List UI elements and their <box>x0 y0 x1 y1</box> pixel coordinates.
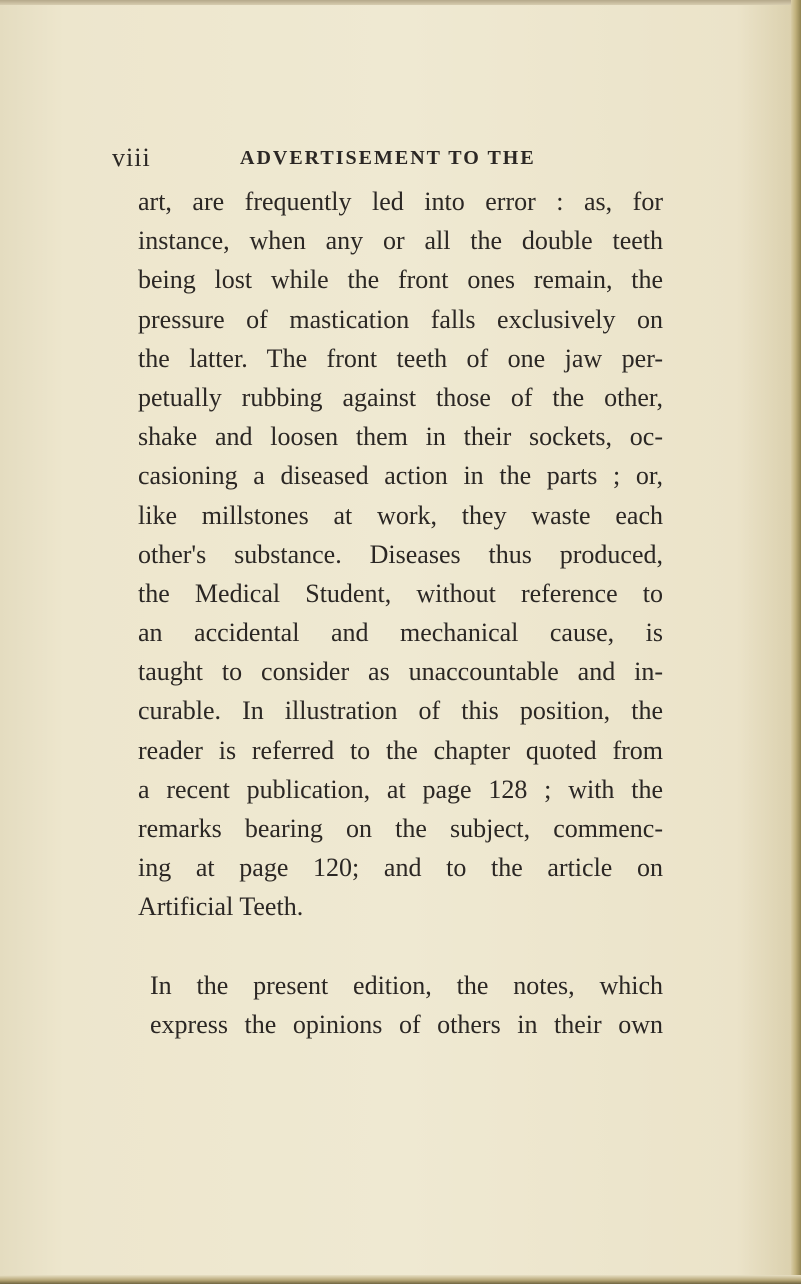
text-line: Artificial Teeth. <box>138 892 304 922</box>
text-line: ing at page 120; and to the article on <box>138 853 663 883</box>
text-line: pressure of mastication falls exclusively on <box>138 304 663 334</box>
text-line: casioning a diseased action in the parts ; or, <box>138 461 663 491</box>
text-line: the latter. The front teeth of one jaw per- <box>138 343 663 373</box>
page-top-edge <box>0 0 801 5</box>
paragraph-2 <box>138 966 663 1044</box>
text-line: like millstones at work, they waste each <box>138 500 663 530</box>
text-line: remarks bearing on the subject, commenc- <box>138 814 663 843</box>
text-line: taught to consider as unaccountable and in- <box>138 657 663 687</box>
page-header <box>112 141 672 181</box>
text-line: a recent publication, at page 128 ; with the <box>138 774 663 804</box>
running-head: ADVERTISEMENT TO THE <box>240 147 536 169</box>
text-line: the Medical Student, without reference to <box>138 578 663 608</box>
text-line: being lost while the front ones remain, the <box>138 265 663 295</box>
page-number: viii <box>112 143 151 172</box>
text-line: petually rubbing against those of the other, <box>138 382 663 412</box>
text-line: other's substance. Diseases thus produced, <box>138 539 663 569</box>
page-right-edge <box>791 0 801 1284</box>
body-text <box>138 182 663 1044</box>
text-line: express the opinions of others in their own <box>150 1009 663 1039</box>
text-line: shake and loosen them in their sockets, oc- <box>138 422 663 452</box>
text-line: instance, when any or all the double teeth <box>138 226 663 256</box>
text-line: an accidental and mechanical cause, is <box>138 618 663 648</box>
page-bottom-edge <box>0 1275 801 1284</box>
text-line: In the present edition, the notes, which <box>150 970 663 1000</box>
text-line: reader is referred to the chapter quoted from <box>138 735 663 765</box>
paragraph-gap <box>138 927 663 966</box>
text-line: curable. In illustration of this position, the <box>138 696 663 726</box>
paragraph-1 <box>138 182 663 927</box>
text-line: art, are frequently led into error : as, for <box>138 187 663 216</box>
